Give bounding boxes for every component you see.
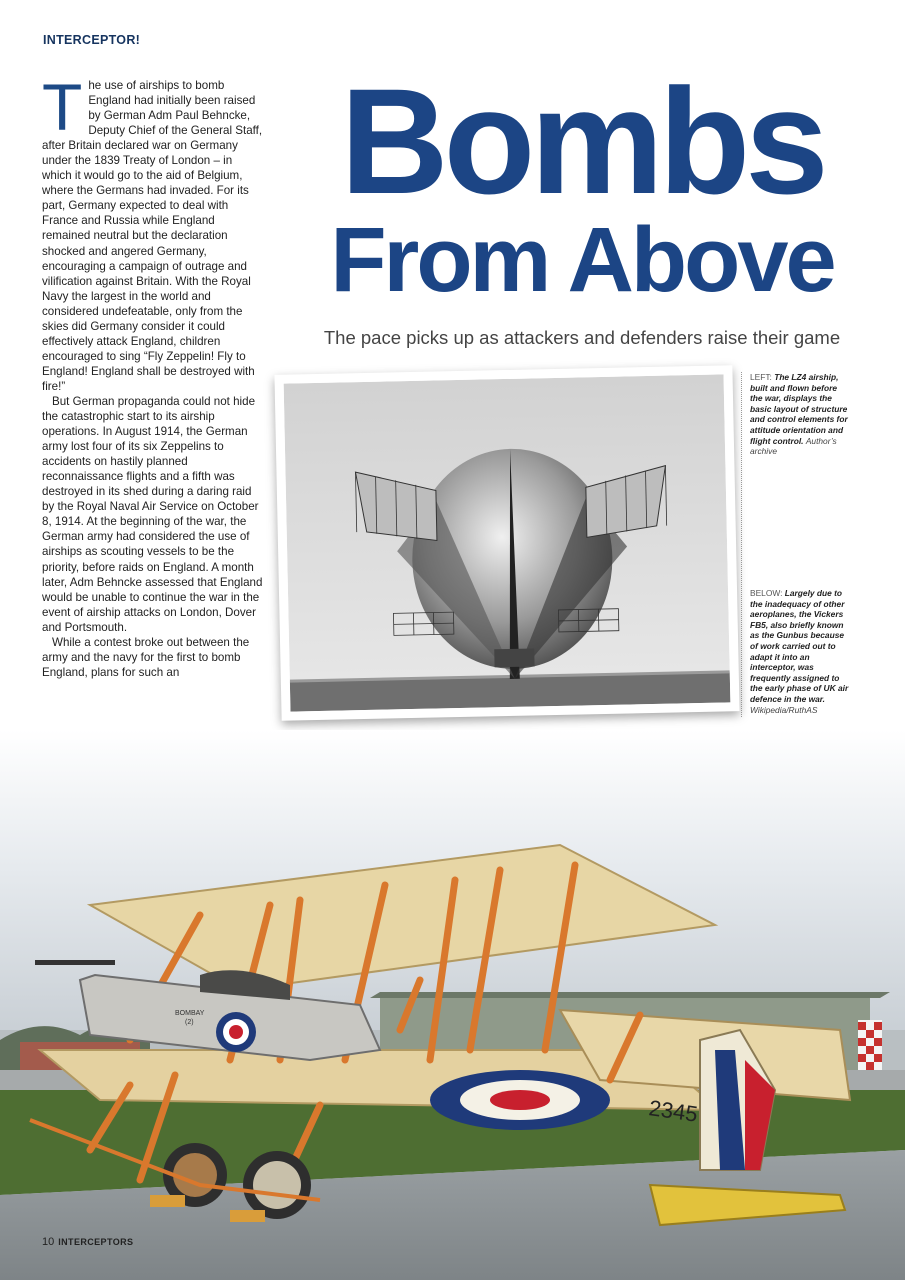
body-text-column <box>42 70 264 680</box>
folio <box>42 1236 133 1248</box>
body-paragraph-3: While a contest broke out between the army and the navy for the first to bomb England, plans for such an <box>42 635 250 679</box>
caption-below <box>750 588 850 715</box>
nose-text-1: BOMBAY <box>175 1010 205 1017</box>
biplane-photo <box>0 730 905 1280</box>
caption-below-tag: BELOW: <box>750 588 783 598</box>
serial-number: 2345 <box>647 1095 700 1127</box>
nose-text-2: (2) <box>185 1019 194 1026</box>
biplane-illustration <box>0 730 905 1280</box>
body-paragraph-2: But German propaganda could not hide the catastrophic start to its airship operations. In August 1914, the German army lost four of its six Zeppelins to accidents on hastily planned reconnaissance flights and a fifth was destroyed in its shed during a daring raid by the Royal Naval Air Service on October 8, 1914. At the beginning of the war, the German army had considered the use of airships as scouting vessels to be the priority, before raids on England. A month later, Adm Behncke assessed that England would be unable to continue the war in the event of airship attacks on London, Dover and Portsmouth. <box>42 394 263 634</box>
standfirst: The pace picks up as attackers and defenders raise their game <box>323 327 841 348</box>
body-paragraph-1-text: he use of airships to bomb England had initially been raised by German Adm Paul Behncke, Deputy Chief of the General Staff, after Britain declared war on Germany under the 1839 Treaty of London – in which it would go to the aid of Belgium, where the Germans had invaded. For its part, Germany expected to deal with France and Russia while England remained neutral but the declaration shocked and angered Germany, encouraging a campaign of outrage and vilification against Britain. With the Royal Navy the largest in the world and considered undefeatable, only from the skies did Germany consider it could effectively attack England, children encouraged to sing “Fly Zeppelin! Fly to England! England shall be destroyed with fire!” <box>42 79 263 393</box>
caption-left <box>750 372 850 457</box>
headline <box>282 57 882 311</box>
section-label: INTERCEPTOR! <box>43 33 141 47</box>
page-number: 10 <box>42 1236 55 1248</box>
caption-left-text: The LZ4 airship, built and flown before the war, displays the basic layout of structure and control elements for attitude orientation and flight control. <box>750 372 848 446</box>
caption-below-text: Largely due to the inadequacy of other aeroplanes, the Vickers FB5, also briefly known as the Gunbus because of work carried out to adapt it into an interceptor, was frequently assigned to the early phase of UK air defence in the war. <box>750 588 849 704</box>
caption-below-credit: Wikipedia/RuthAS <box>750 704 818 715</box>
drop-cap: T <box>42 70 83 144</box>
magazine-name: INTERCEPTORS <box>58 1237 134 1247</box>
headline-line-2: From Above <box>330 209 834 311</box>
caption-left-credit: Author’s archive <box>750 435 837 457</box>
headline-line-1: Bombs <box>340 57 824 225</box>
airship-photo <box>274 365 739 721</box>
body-paragraph-1 <box>42 70 264 394</box>
caption-divider <box>741 372 742 717</box>
caption-left-tag: LEFT: <box>750 372 772 382</box>
airship-illustration <box>284 374 731 711</box>
